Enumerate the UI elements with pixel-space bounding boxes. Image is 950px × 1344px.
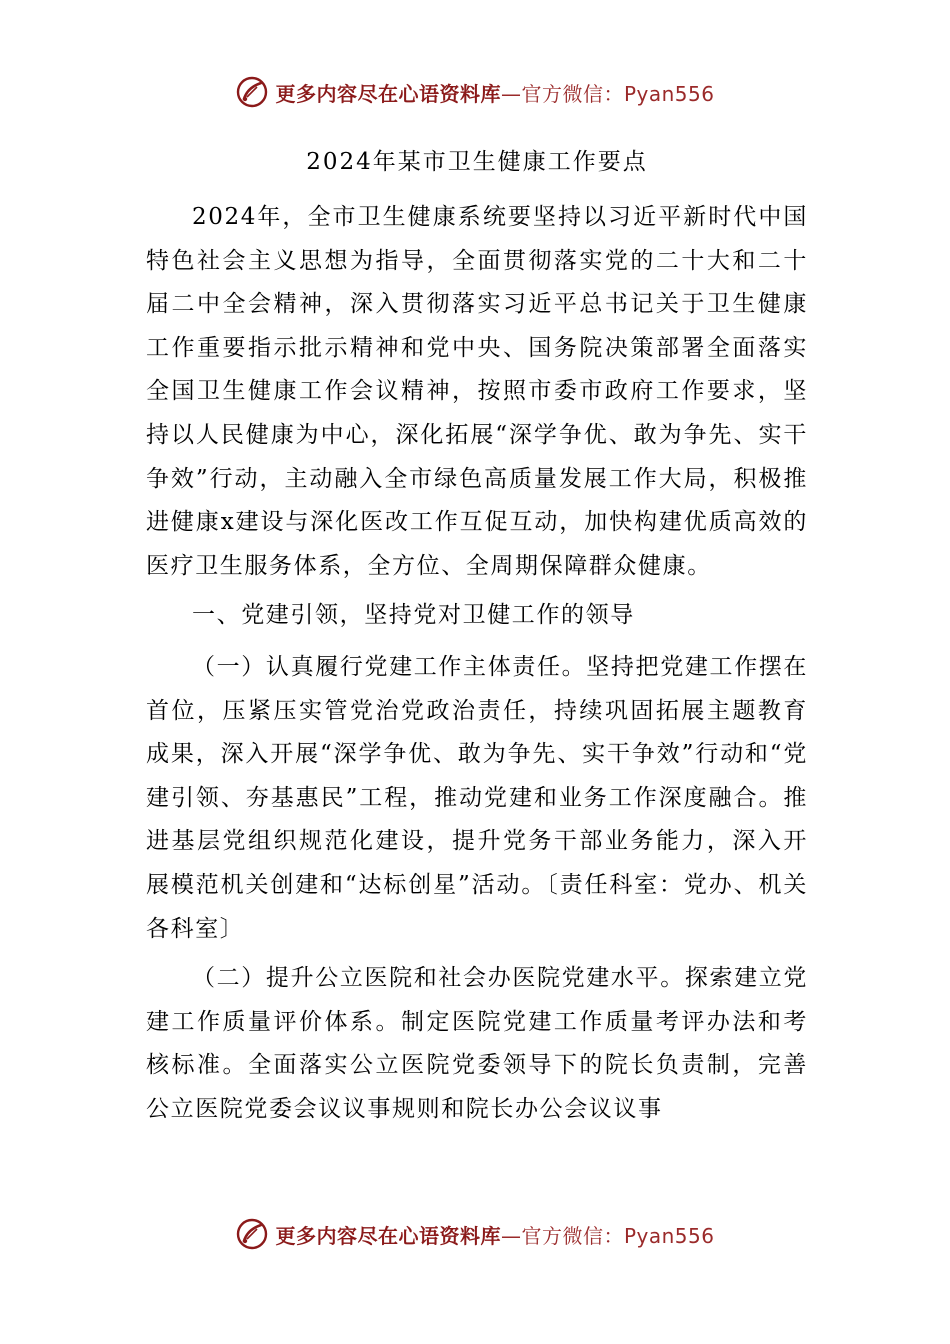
- banner-text: [275, 78, 714, 107]
- pen-swirl-logo-icon: [235, 1217, 269, 1251]
- document-title: 2024年某市卫生健康工作要点: [306, 149, 648, 175]
- footer-banner: [0, 1214, 950, 1254]
- banner-bold-text: 更多内容尽在心语资料库: [275, 81, 501, 106]
- banner-contact-text: —官方微信：Pyan556: [500, 1223, 715, 1248]
- banner-bold-text: 更多内容尽在心语资料库: [275, 1223, 501, 1248]
- banner-text: [275, 1220, 714, 1249]
- intro-paragraph: 2024年，全市卫生健康系统要坚持以习近平新时代中国特色社会主义思想为指导，全面贯彻落实党的二十大和二十届二中全会精神，深入贯彻落实习近平总书记关于卫生健康工作重要指示批示精神和党中央、国务院决策部署全面落实全国卫生健康工作会议精神，按照市委市政府工作要求，坚持以人民健康为中心，深化拓展“深学争优、敢为争先、实干争效”行动，主动融入全市绿色高质量发展工作大局，积极推进健康x建设与深化医改工作互促互动，加快构建优质高效的医疗卫生服务体系，全方位、全周期保障群众健康。: [146, 204, 808, 579]
- item-paragraph-2: （二）提升公立医院和社会办医院党建水平。探索建立党建工作质量评价体系。制定医院党建工作质量考评办法和考核标准。全面落实公立医院党委领导下的院长负责制，完善公立医院党委会议议事规则和院长办公会议议事: [146, 965, 808, 1122]
- banner-contact-text: —官方微信：Pyan556: [500, 81, 715, 106]
- banner-inner: [235, 75, 714, 109]
- section-heading-1: 一、党建引领，坚持党对卫健工作的领导: [192, 602, 635, 629]
- document-body: [146, 140, 808, 1137]
- pen-swirl-logo-icon: [235, 75, 269, 109]
- banner-inner: [235, 1217, 714, 1251]
- item-paragraph-1: （一）认真履行党建工作主体责任。坚持把党建工作摆在首位，压紧压实管党治党政治责任，持续巩固拓展主题教育成果，深入开展“深学争优、敢为争先、实干争效”行动和“党建引领、夯基惠民”工程，推动党建和业务工作深度融合。推进基层党组织规范化建设，提升党务干部业务能力，深入开展模范机关创建和“达标创星”活动。〔责任科室：党办、机关各科室〕: [146, 653, 808, 942]
- header-banner: [0, 72, 950, 112]
